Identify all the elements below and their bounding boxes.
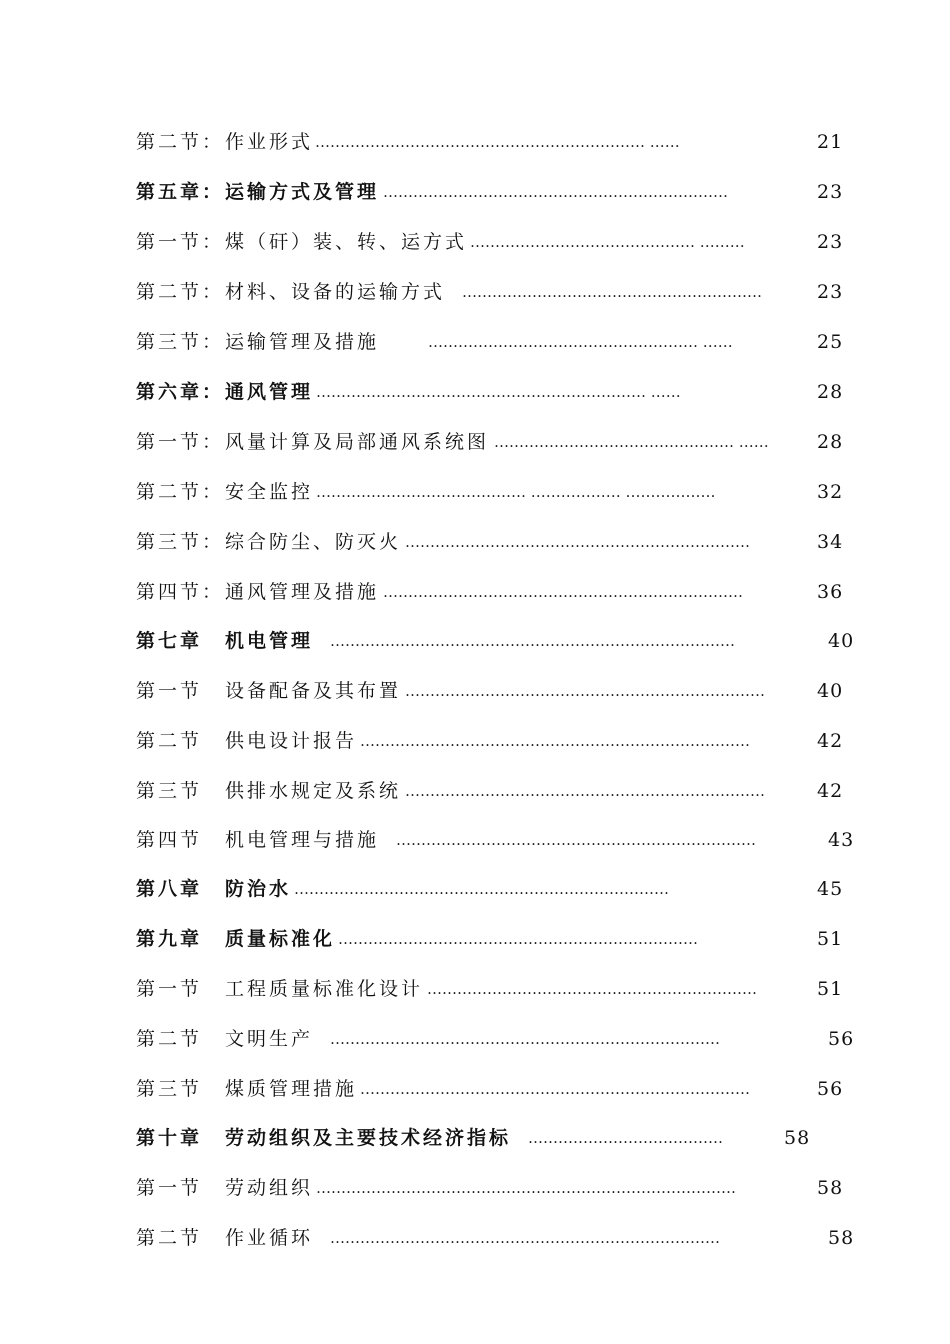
toc-title: 文明生产 <box>225 1028 314 1050</box>
toc-leader: ……………………………………… ……… <box>470 233 745 251</box>
toc-entry <box>0 1024 950 1054</box>
toc-leader: ……………………………………………………………… <box>405 682 765 700</box>
toc-label: 第一节： <box>136 431 225 453</box>
toc-label: 第二节 <box>136 1227 203 1249</box>
toc-leader: ……………………………………………………………… <box>383 583 743 601</box>
toc-leader: ……………………………………………… …… <box>428 333 733 351</box>
toc-leader: ………………………………… <box>528 1129 723 1147</box>
toc-title: 机电管理 <box>225 630 314 652</box>
toc-entry <box>0 427 950 457</box>
toc-title: 通风管理及措施 <box>225 581 380 603</box>
toc-page: 42 <box>817 780 844 802</box>
toc-entry <box>0 527 950 557</box>
toc-label: 第六章： <box>136 381 225 403</box>
toc-leader: ………………………………………… …… <box>494 433 769 451</box>
toc-label: 第二节 <box>136 1028 203 1050</box>
toc-page: 40 <box>828 630 855 652</box>
toc-leader: …………………………………………………………………… <box>360 1080 750 1098</box>
toc-entry <box>0 1173 950 1203</box>
toc-title: 劳动组织及主要技术经济指标 <box>225 1127 512 1149</box>
toc-leader: ………………………………………………………… <box>427 980 757 998</box>
toc-page: 21 <box>817 131 844 153</box>
toc-leader: ………………………………………………………………… <box>294 880 669 898</box>
toc-leader: …………………………………………………… <box>462 283 762 301</box>
toc-leader: ……………………………………………………………………… <box>330 632 735 650</box>
toc-entry <box>0 1223 950 1253</box>
toc-title: 运输管理及措施 <box>225 331 380 353</box>
toc-title: 通风管理 <box>225 381 314 403</box>
toc-title: 质量标准化 <box>225 928 336 950</box>
toc-leader: …………………………………… ……………… ……………… <box>316 483 716 501</box>
toc-page: 36 <box>817 581 844 603</box>
toc-leader: ……………………………………………………………… <box>396 831 756 849</box>
toc-leader: …………………………………………………………………… <box>330 1030 720 1048</box>
toc-entry <box>0 974 950 1004</box>
toc-page: 58 <box>828 1227 855 1249</box>
toc-label: 第二节 <box>136 730 203 752</box>
toc-page: 23 <box>817 181 844 203</box>
toc-leader: ………………………………………………………………………… <box>316 1179 736 1197</box>
toc-label: 第七章 <box>136 630 203 652</box>
toc-leader: …………………………………………………………… <box>383 183 728 201</box>
toc-leader: ………………………………………………………… …… <box>316 383 681 401</box>
toc-leader: ……………………………………………………………… <box>338 930 698 948</box>
toc-label: 第四节 <box>136 829 203 851</box>
toc-title: 材料、设备的运输方式 <box>225 281 446 303</box>
toc-label: 第二节： <box>136 481 225 503</box>
toc-leader: ……………………………………………………………… <box>405 782 765 800</box>
toc-title: 劳动组织 <box>225 1177 314 1199</box>
toc-entry <box>0 776 950 806</box>
toc-title: 供电设计报告 <box>225 730 358 752</box>
toc-entry <box>0 726 950 756</box>
toc-title: 供排水规定及系统 <box>225 780 402 802</box>
toc-page: 28 <box>817 381 844 403</box>
toc-entry <box>0 377 950 407</box>
toc-label: 第十章 <box>136 1127 203 1149</box>
toc-label: 第一节： <box>136 231 225 253</box>
toc-page: 34 <box>817 531 844 553</box>
toc-entry <box>0 626 950 656</box>
toc-page: 56 <box>817 1078 844 1100</box>
toc-title: 工程质量标准化设计 <box>225 978 424 1000</box>
toc-label: 第三节 <box>136 780 203 802</box>
toc-label: 第四节： <box>136 581 225 603</box>
toc-entry <box>0 924 950 954</box>
toc-page: 23 <box>817 281 844 303</box>
toc-label: 第八章 <box>136 878 203 900</box>
toc-page: 28 <box>817 431 844 453</box>
toc-title: 运输方式及管理 <box>225 181 380 203</box>
toc-page: 58 <box>784 1127 811 1149</box>
toc-title: 综合防尘、防灭火 <box>225 531 402 553</box>
toc-page: 40 <box>817 680 844 702</box>
toc-entry <box>0 127 950 157</box>
toc-label: 第五章： <box>136 181 225 203</box>
toc-label: 第九章 <box>136 928 203 950</box>
toc-label: 第三节 <box>136 1078 203 1100</box>
toc-entry <box>0 177 950 207</box>
toc-title: 作业形式 <box>225 131 314 153</box>
toc-page: 58 <box>817 1177 844 1199</box>
toc-entry <box>0 277 950 307</box>
toc-label: 第二节： <box>136 281 225 303</box>
toc-title: 机电管理与措施 <box>225 829 380 851</box>
toc-label: 第一节 <box>136 978 203 1000</box>
toc-entry <box>0 477 950 507</box>
toc-entry <box>0 825 950 855</box>
toc-title: 安全监控 <box>225 481 314 503</box>
toc-entry <box>0 874 950 904</box>
toc-page: 42 <box>817 730 844 752</box>
toc-entry <box>0 676 950 706</box>
toc-label: 第一节 <box>136 680 203 702</box>
toc-title: 风量计算及局部通风系统图 <box>225 431 490 453</box>
toc-entry <box>0 1123 950 1153</box>
toc-title: 设备配备及其布置 <box>225 680 402 702</box>
toc-label: 第三节： <box>136 331 225 353</box>
toc-label: 第二节： <box>136 131 225 153</box>
toc-page: 45 <box>817 878 844 900</box>
toc-page: 32 <box>817 481 844 503</box>
toc-page: 51 <box>817 978 844 1000</box>
toc-label: 第一节 <box>136 1177 203 1199</box>
toc-title: 煤质管理措施 <box>225 1078 358 1100</box>
toc-title: 防治水 <box>225 878 292 900</box>
toc-leader: …………………………………………………………………… <box>330 1229 720 1247</box>
toc-page: 25 <box>817 331 844 353</box>
toc-title: 煤（矸）装、转、运方式 <box>225 231 468 253</box>
toc-title: 作业循环 <box>225 1227 314 1249</box>
toc-entry <box>0 577 950 607</box>
toc-entry <box>0 227 950 257</box>
toc-entry <box>0 327 950 357</box>
toc-page: 23 <box>817 231 844 253</box>
toc-page: 56 <box>828 1028 855 1050</box>
toc-leader: …………………………………………………………………… <box>360 732 750 750</box>
toc-entry <box>0 1074 950 1104</box>
toc-leader: ………………………………………………………… …… <box>315 133 680 151</box>
toc-page: 51 <box>817 928 844 950</box>
toc-page: 43 <box>828 829 855 851</box>
toc-leader: …………………………………………………………… <box>405 533 750 551</box>
toc-label: 第三节： <box>136 531 225 553</box>
